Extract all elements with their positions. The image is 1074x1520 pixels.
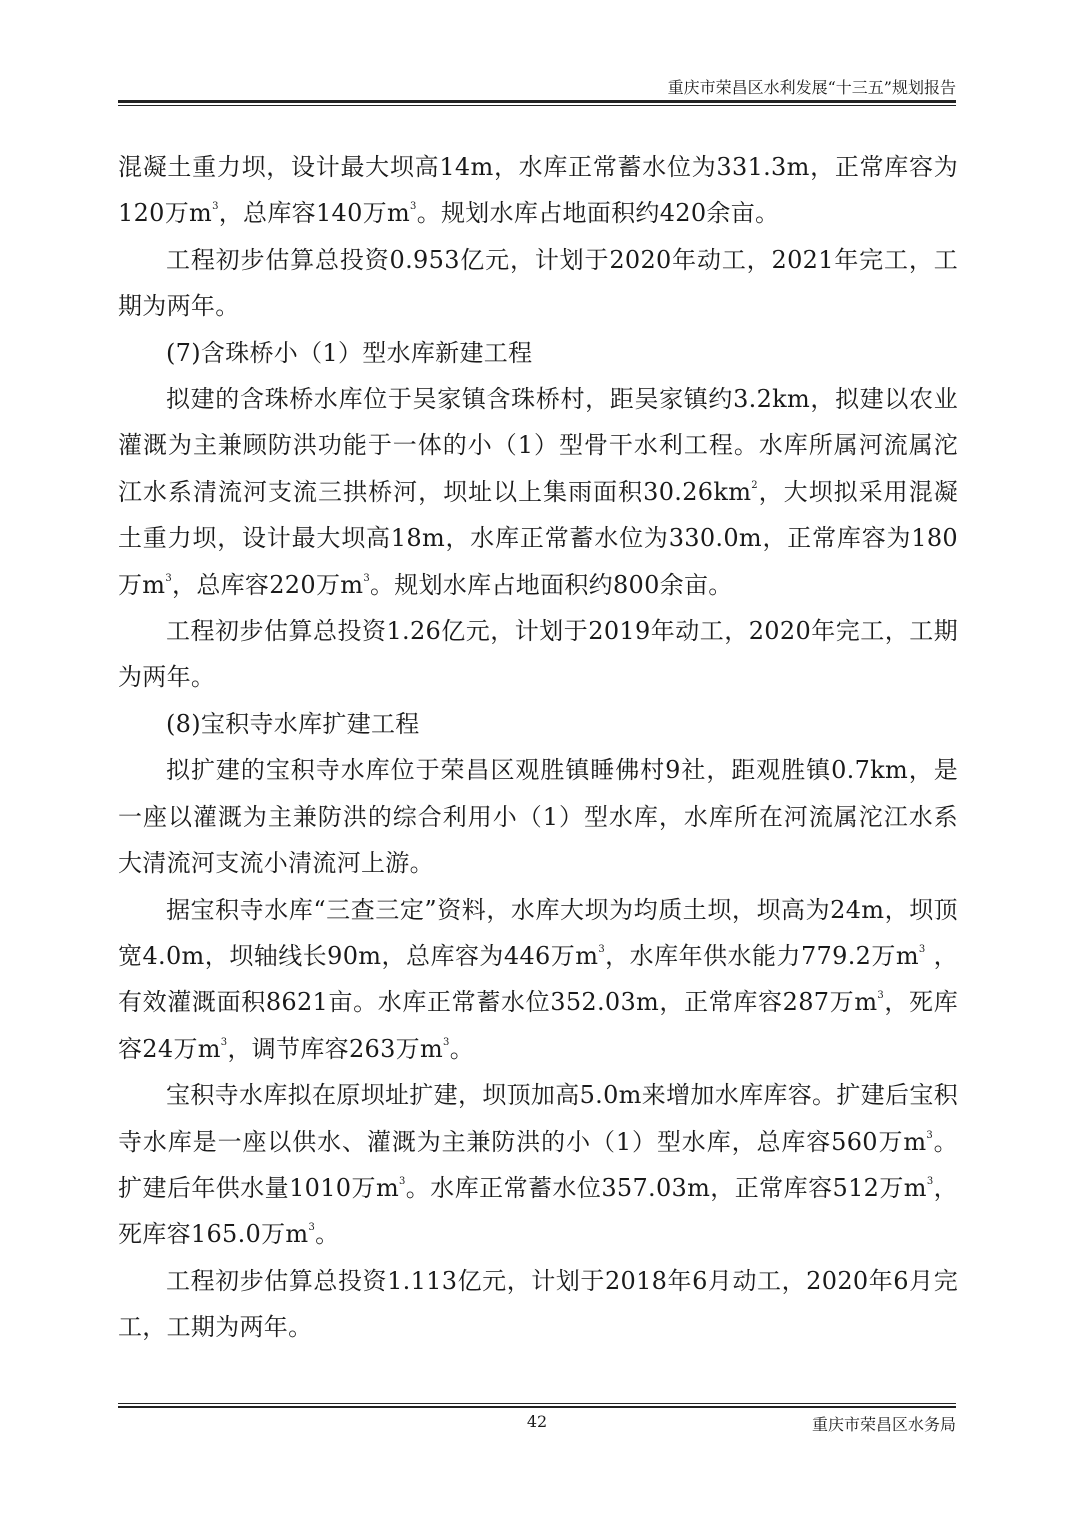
- section-heading: (7)含珠桥小（1）型水库新建工程: [166, 338, 533, 367]
- page-number: 42: [526, 1412, 548, 1431]
- paragraph: 混凝土重力坝，设计最大坝高14m，水库正常蓄水位为331.3m，正常库容为120万$m^3$，总库容140万$m^3$。规划水库占地面积约420余亩。: [118, 153, 958, 228]
- header-rule-thin: [118, 105, 956, 106]
- paragraph: 拟扩建的宝积寺水库位于荣昌区观胜镇睡佛村9社，距观胜镇0.7km，是一座以灌溉为主兼防洪的综合利用小（1）型水库，水库所在河流属沱江水系大清流河支流小清流河上游。: [118, 756, 958, 878]
- paragraph: 据宝积寺水库“三查三定”资料，水库大坝为均质土坝，坝高为24m，坝顶宽4.0m，坝轴线长90m，总库容为446万$m^3$，水库年供水能力779.2万$m^3$ ，有效灌溉面积8621亩。水库正常蓄水位352.03m，正常库容287万$m^3$，死库容24万$m^3$，调节库容263万$m^3$。: [118, 895, 958, 1063]
- page-header-title: 重庆市荣昌区水利发展“十三五”规划报告: [667, 78, 956, 97]
- section-heading: (8)宝积寺水库扩建工程: [166, 709, 420, 738]
- footer-rule-thick: [118, 1406, 956, 1408]
- footer-organization: 重庆市荣昌区水务局: [811, 1415, 956, 1434]
- body-text: [118, 144, 958, 1351]
- paragraph: 宝积寺水库拟在原坝址扩建，坝顶加高5.0m来增加水库库容。扩建后宝积寺水库是一座以供水、灌溉为主兼防洪的小（1）型水库，总库容560万$m^3$。扩建后年供水量1010万$m^3$。水库正常蓄水位357.03m，正常库容512万$m^3$，死库容165.0万$m^3$。: [118, 1081, 958, 1249]
- paragraph: 工程初步估算总投资0.953亿元，计划于2020年动工，2021年完工，工期为两年。: [118, 245, 958, 321]
- paragraph: 工程初步估算总投资1.26亿元，计划于2019年动工，2020年完工，工期为两年。: [118, 617, 958, 692]
- header-rule-thick: [118, 100, 956, 103]
- paragraph: 工程初步估算总投资1.113亿元，计划于2018年6月动工，2020年6月完工，工期为两年。: [118, 1266, 958, 1342]
- footer-rule-thin: [118, 1403, 956, 1404]
- paragraph: 拟建的含珠桥水库位于吴家镇含珠桥村，距吴家镇约3.2km，拟建以农业灌溉为主兼顾防洪功能于一体的小（1）型骨干水利工程。水库所属河流属沱江水系清流河支流三拱桥河，坝址以上集雨面积$30.26km^2$，大坝拟采用混凝土重力坝，设计最大坝高18m，水库正常蓄水位为330.0m，正常库容为180万$m^3$，总库容220万$m^3$。规划水库占地面积约800余亩。: [118, 385, 958, 599]
